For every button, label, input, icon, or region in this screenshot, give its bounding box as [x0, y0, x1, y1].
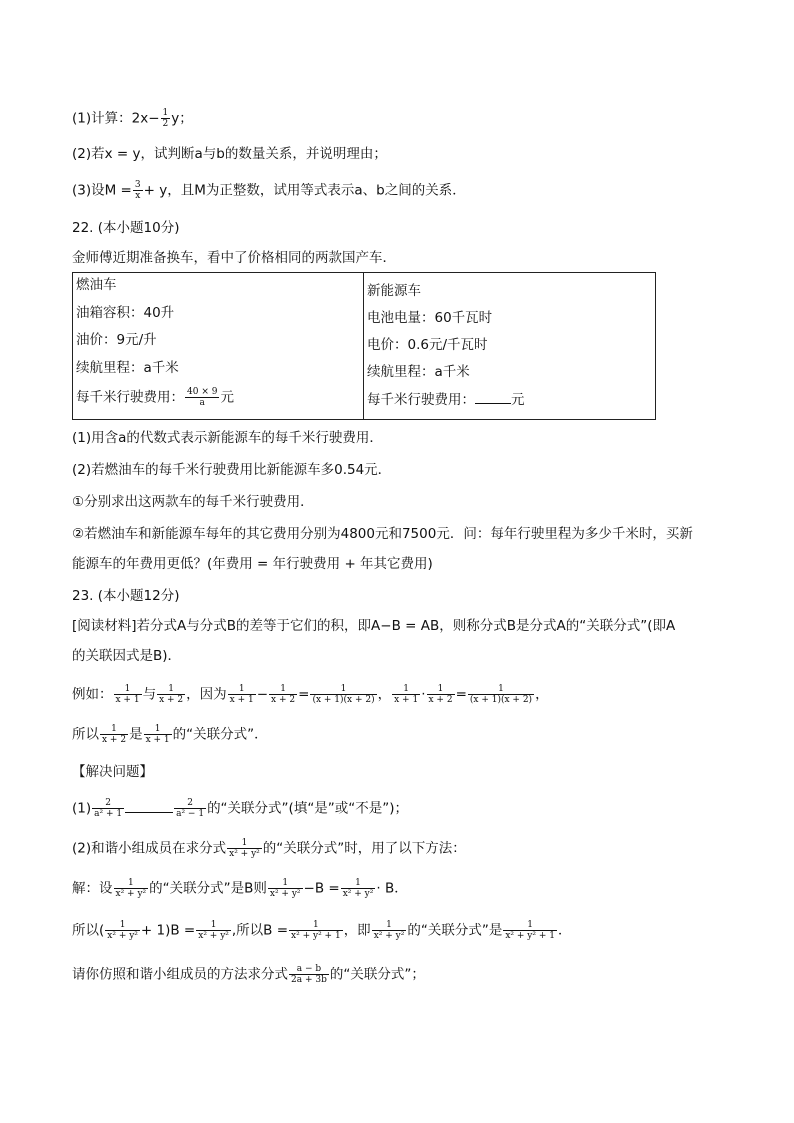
- frac-den: 2a + 3b: [291, 975, 327, 985]
- frac-den: x + 1: [115, 695, 140, 705]
- frac-den: x² + y²: [373, 931, 405, 941]
- sol-d: · B．: [376, 880, 408, 897]
- p3-a: 请你仿照和谐小组成员的方法求分式: [72, 966, 288, 983]
- so2-a: 所以(: [72, 922, 105, 939]
- frac-den: a² + 1: [94, 809, 123, 819]
- electric-cost: [367, 390, 525, 410]
- frac-den: x² + y²: [229, 849, 260, 859]
- sol-a: 解：设: [72, 880, 113, 897]
- frac-num: a − b: [289, 964, 329, 975]
- q21-part3: [72, 180, 466, 201]
- q22-q2-1: ①分别求出这两款车的每千米行驶费用．: [72, 494, 314, 510]
- frac-num: 1: [268, 878, 303, 889]
- frac-den: x² + y²: [342, 889, 374, 899]
- q23-example: [72, 684, 549, 705]
- eg-eq2: =: [455, 686, 467, 703]
- fraction: [228, 684, 256, 705]
- so-label: 所以: [72, 726, 99, 743]
- q23-so: [72, 724, 268, 745]
- fraction: [427, 684, 455, 705]
- frac-den: x + 1: [394, 695, 419, 705]
- q23-so2: [72, 920, 571, 941]
- fraction: [503, 920, 557, 941]
- fuel-cost-label: 每千米行驶费用：: [76, 389, 184, 406]
- fraction: [468, 684, 534, 705]
- electric-battery: 电池电量：60千瓦时: [367, 310, 493, 326]
- eg-minus: −: [256, 686, 269, 703]
- electric-cost-label: 每千米行驶费用：: [367, 392, 475, 408]
- p1-tail: 的“关联分式”(填“是”或“不是”)；: [207, 800, 409, 817]
- fraction: [105, 920, 140, 941]
- electric-title: 新能源车: [367, 283, 421, 299]
- frac-den: x² + y² + 1: [291, 931, 341, 941]
- frac-num: 40 × 9: [187, 387, 218, 397]
- frac-num: 3: [134, 180, 141, 190]
- eg-comma: ，: [377, 686, 392, 703]
- frac-num: 1: [114, 684, 142, 695]
- so-tail: 的“关联分式”．: [172, 726, 268, 743]
- p2-a: (2)和谐小组成员在求分式: [72, 840, 227, 857]
- fraction: [269, 684, 297, 705]
- frac-num: 1: [227, 838, 262, 849]
- q23-reading-line2: 的关联因式是B)．: [72, 648, 182, 664]
- frac-num: 1: [503, 920, 557, 931]
- sol-c: −B =: [303, 880, 340, 897]
- fraction: [289, 920, 343, 941]
- comparison-table: [72, 272, 656, 420]
- answer-blank: [475, 390, 511, 404]
- eg-eq: =: [298, 686, 310, 703]
- frac-num: 1: [269, 684, 297, 695]
- fraction: [92, 798, 124, 819]
- eg-end: ，: [535, 686, 549, 703]
- frac-den: x: [135, 191, 141, 201]
- eg-label: 例如：: [72, 686, 113, 703]
- electric-car-column: [364, 273, 655, 419]
- fraction: [144, 724, 172, 745]
- frac-den: x + 1: [229, 695, 254, 705]
- frac-den: x² + y²: [198, 931, 229, 941]
- q22-q2-2-line2: 能源车的年费用更低？(年费用 = 年行驶费用 + 年其它费用): [72, 556, 433, 572]
- frac-den: x + 2: [159, 695, 184, 705]
- frac-num: 1: [100, 724, 128, 735]
- fuel-cost-unit: 元: [220, 389, 234, 406]
- q22-q2-2-line1: ②若燃油车和新能源车每年的其它费用分别为4800元和7500元．问：每年行驶里程为多少千米时，买新: [72, 526, 693, 542]
- so2-b: + 1)B =: [140, 922, 196, 939]
- q21-part1: [72, 108, 193, 129]
- fraction: [114, 878, 149, 899]
- frac-den: a: [199, 398, 205, 408]
- fraction: [227, 838, 262, 859]
- frac-num: 1: [310, 684, 376, 695]
- fraction: [268, 878, 303, 899]
- so2-e: 的“关联分式”是: [407, 922, 503, 939]
- q23-part3: [72, 964, 425, 985]
- frac-den: a² − 1: [176, 809, 205, 819]
- frac-den: x + 2: [428, 695, 453, 705]
- q21-part1-tail: y；: [171, 110, 193, 127]
- fraction: [289, 964, 329, 985]
- frac-num: 1: [468, 684, 534, 695]
- q22-q2: (2)若燃油车的每千米行驶费用比新能源车多0.54元．: [72, 462, 392, 478]
- frac-num: 1: [114, 878, 149, 889]
- q21-part1-text: (1)计算：2x−: [72, 110, 160, 127]
- frac-num: 1: [228, 684, 256, 695]
- frac-den: x + 1: [145, 735, 170, 745]
- frac-num: 1: [157, 684, 185, 695]
- eg-dot: ·: [421, 686, 426, 703]
- q22-intro: 金师傅近期准备换车，看中了价格相同的两款国产车．: [72, 250, 396, 266]
- p2-b: 的“关联分式”时，用了以下方法：: [262, 840, 466, 857]
- frac-num: 1: [144, 724, 172, 735]
- frac-num: 1: [427, 684, 455, 695]
- fraction: [114, 684, 142, 705]
- frac-den: (x + 1)(x + 2): [469, 695, 533, 705]
- frac-den: x² + y²: [115, 889, 147, 899]
- fuel-title: 燃油车: [76, 277, 117, 293]
- frac-den: x + 2: [271, 695, 296, 705]
- frac-num: 1: [289, 920, 343, 931]
- fuel-range: 续航里程：a千米: [76, 360, 179, 376]
- eg-and: 与: [142, 686, 157, 703]
- q21-part3-a: (3)设M =: [72, 182, 132, 199]
- frac-num: 1: [162, 108, 169, 118]
- eg-because: ，因为: [186, 686, 227, 703]
- fraction: [372, 920, 407, 941]
- frac-num: 1: [341, 878, 376, 889]
- frac-den: (x + 1)(x + 2): [312, 695, 375, 705]
- frac-den: x² + y²: [269, 889, 301, 899]
- fuel-car-column: [73, 273, 364, 419]
- q23-heading: 23. (本小题12分): [72, 588, 180, 604]
- fraction: [185, 387, 219, 408]
- so-is: 是: [129, 726, 143, 743]
- fraction: [341, 878, 376, 899]
- frac-num: 1: [372, 920, 407, 931]
- electric-range: 续航里程：a千米: [367, 364, 470, 380]
- q21-part3-b: + y，且M为正整数，试用等式表示a、b之间的关系．: [143, 182, 466, 199]
- q23-reading-line1: [阅读材料]若分式A与分式B的差等于它们的积，即A−B = AB，则称分式B是分式A的“关联分式”(即A: [72, 618, 676, 634]
- frac-den: 2: [162, 119, 169, 129]
- frac-den: x + 2: [102, 735, 127, 745]
- p1-label: (1): [72, 800, 92, 817]
- q23-solve-heading: 【解决问题】: [72, 764, 153, 780]
- fuel-cost: [76, 387, 234, 408]
- q23-solution: [72, 878, 408, 899]
- q23-part1: [72, 798, 408, 819]
- fuel-price: 油价：9元/升: [76, 332, 157, 348]
- frac-num: 1: [105, 920, 140, 931]
- so2-d: ，即: [343, 922, 371, 939]
- sol-b: 的“关联分式”是B则: [149, 880, 267, 897]
- p3-b: 的“关联分式”；: [329, 966, 425, 983]
- frac-num: 1: [392, 684, 420, 695]
- fraction: [392, 684, 420, 705]
- electric-price: 电价：0.6元/千瓦时: [367, 337, 488, 353]
- so2-c: ,所以B =: [231, 922, 289, 939]
- fraction: [157, 684, 185, 705]
- so2-end: ．: [557, 922, 572, 939]
- fraction: [100, 724, 128, 745]
- q23-part2: [72, 838, 466, 859]
- fraction: [196, 920, 231, 941]
- fraction: [133, 180, 143, 201]
- frac-den: x² + y²: [107, 931, 138, 941]
- fraction: [174, 798, 206, 819]
- frac-num: 1: [196, 920, 231, 931]
- fraction: [161, 108, 171, 129]
- frac-den: x² + y² + 1: [505, 931, 555, 941]
- answer-blank: [125, 799, 173, 813]
- q22-q1: (1)用含a的代数式表示新能源车的每千米行驶费用．: [72, 430, 383, 446]
- frac-num: 2: [174, 798, 206, 809]
- fraction: [310, 684, 376, 705]
- q21-part2: (2)若x = y，试判断a与b的数量关系，并说明理由；: [72, 146, 387, 162]
- electric-cost-unit: 元: [511, 392, 525, 408]
- frac-num: 2: [92, 798, 124, 809]
- q22-heading: 22. (本小题10分): [72, 220, 180, 236]
- fuel-tank: 油箱容积：40升: [76, 305, 175, 321]
